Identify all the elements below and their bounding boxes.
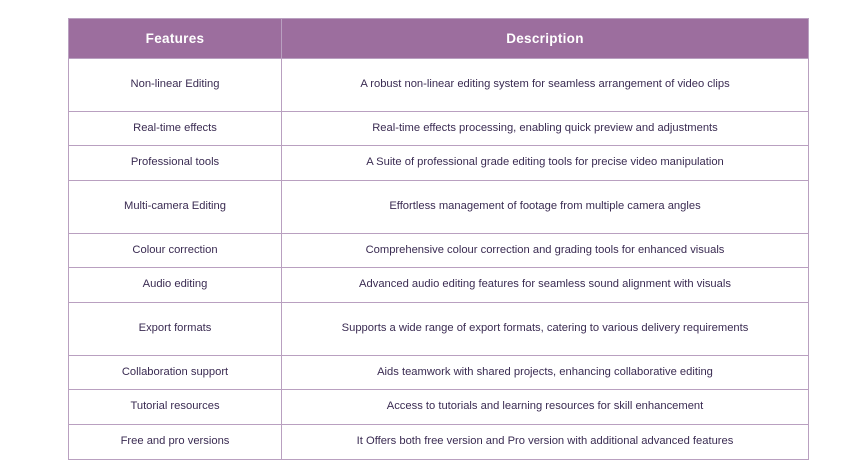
cell-feature: Tutorial resources [69, 390, 282, 425]
cell-feature: Audio editing [69, 268, 282, 303]
cell-description: A robust non-linear editing system for seamless arrangement of video clips [282, 59, 809, 112]
cell-feature: Collaboration support [69, 355, 282, 390]
column-header-features: Features [69, 19, 282, 59]
table-row [69, 425, 809, 460]
cell-description: Comprehensive colour correction and grading tools for enhanced visuals [282, 233, 809, 268]
cell-description: Access to tutorials and learning resources for skill enhancement [282, 390, 809, 425]
table-row [69, 233, 809, 268]
table-row [69, 146, 809, 181]
cell-feature: Colour correction [69, 233, 282, 268]
column-header-description: Description [282, 19, 809, 59]
cell-description: Real-time effects processing, enabling quick preview and adjustments [282, 111, 809, 146]
table-row [69, 390, 809, 425]
table-header-row [69, 19, 809, 59]
cell-feature: Export formats [69, 303, 282, 356]
cell-feature: Professional tools [69, 146, 282, 181]
table-body [69, 59, 809, 460]
cell-description: It Offers both free version and Pro version with additional advanced features [282, 425, 809, 460]
cell-feature: Real-time effects [69, 111, 282, 146]
table-row [69, 111, 809, 146]
cell-feature: Non-linear Editing [69, 59, 282, 112]
cell-feature: Multi-camera Editing [69, 181, 282, 234]
cell-feature: Free and pro versions [69, 425, 282, 460]
cell-description: A Suite of professional grade editing tools for precise video manipulation [282, 146, 809, 181]
cell-description: Effortless management of footage from multiple camera angles [282, 181, 809, 234]
table-row [69, 268, 809, 303]
cell-description: Advanced audio editing features for seamless sound alignment with visuals [282, 268, 809, 303]
table-row [69, 355, 809, 390]
cell-description: Aids teamwork with shared projects, enhancing collaborative editing [282, 355, 809, 390]
table-header [69, 19, 809, 59]
table-row [69, 181, 809, 234]
features-table [68, 18, 809, 460]
table-row [69, 59, 809, 112]
table-row [69, 303, 809, 356]
cell-description: Supports a wide range of export formats, catering to various delivery requirements [282, 303, 809, 356]
